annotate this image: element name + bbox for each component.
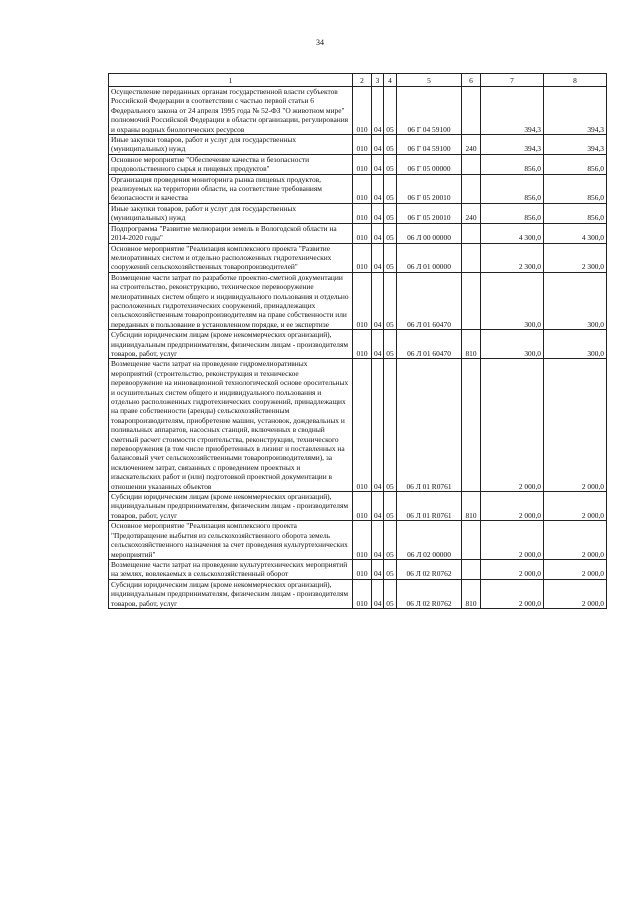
amount-col8-cell: 2 000,0 xyxy=(544,359,607,492)
subsection-code-cell: 05 xyxy=(384,359,397,492)
ministry-code-cell: 010 xyxy=(353,223,372,243)
section-code-cell: 04 xyxy=(372,243,384,272)
expense-type-cell xyxy=(462,154,481,174)
row-name-cell: Субсидии юридическим лицам (кроме некоммерческих организаций), индивидуальным предпринимателям, физическим лицам - производителям товаров, работ, услуг xyxy=(109,579,353,608)
target-article-cell: 06 Л 00 00000 xyxy=(397,223,462,243)
table-row xyxy=(109,559,607,579)
section-code-cell: 04 xyxy=(372,174,384,203)
subsection-code-cell: 05 xyxy=(384,135,397,155)
row-name-cell: Иные закупки товаров, работ и услуг для государственных (муниципальных) нужд xyxy=(109,203,353,223)
table-row xyxy=(109,359,607,492)
section-code-cell: 04 xyxy=(372,579,384,608)
target-article-cell: 06 Л 01 R0761 xyxy=(397,492,462,521)
amount-col8-cell: 856,0 xyxy=(544,154,607,174)
row-name-cell: Иные закупки товаров, работ и услуг для государственных (муниципальных) нужд xyxy=(109,135,353,155)
expense-type-cell xyxy=(462,272,481,329)
amount-col8-cell: 2 000,0 xyxy=(544,492,607,521)
column-header: 2 xyxy=(353,74,372,87)
row-name-cell: Возмещение части затрат по разработке проектно-сметной документации на строительство, реконструкцию, техническое перевооружение мелиоративных систем общего и индивидуального пользования и отдельно расположенных гидротехнических сооружений, принадлежащих сельскохозяйственным товаропроизводителям на праве собственности или переданных в пользование в установленном порядке, и ее экспертизе xyxy=(109,272,353,329)
subsection-code-cell: 05 xyxy=(384,87,397,135)
table-row xyxy=(109,492,607,521)
amount-col7-cell: 856,0 xyxy=(481,174,544,203)
amount-col8-cell: 300,0 xyxy=(544,272,607,329)
column-header: 7 xyxy=(481,74,544,87)
amount-col7-cell: 2 000,0 xyxy=(481,359,544,492)
subsection-code-cell: 05 xyxy=(384,174,397,203)
ministry-code-cell: 010 xyxy=(353,135,372,155)
amount-col7-cell: 4 300,0 xyxy=(481,223,544,243)
row-name-cell: Основное мероприятие "Реализация комплексного проекта "Развитие мелиоративных систем и отдельно расположенных гидротехнических сооружений сельскохозяйственных товаропроизводителей" xyxy=(109,243,353,272)
section-code-cell: 04 xyxy=(372,559,384,579)
section-code-cell: 04 xyxy=(372,359,384,492)
expense-type-cell: 240 xyxy=(462,135,481,155)
row-name-cell: Возмещение части затрат на проведение гидромелиоративных мероприятий (строительство, реконструкция и техническое перевооружение на инновационной технологической основе оросительных и осушительных систем общего и индивидуального пользования и отдельно расположенных гидротехнических сооружений, принадлежащих на праве собственности (аренды) сельскохозяйственным товаропроизводителям, приобретение машин, установок, дождевальных и поливальных аппаратов, насосных станций, включенных в сводный сметный расчет стоимости строительства, реконструкции, технического перевооружения (в том числе приобретенных в лизинг и поставленных на балансовый учет сельскохозяйственными товаропроизводителями), за исключением затрат, связанных с проведением проектных и изыскательских работ и (или) подготовкой проектной документации в отношении указанных объектов xyxy=(109,359,353,492)
target-article-cell: 06 Л 01 00000 xyxy=(397,243,462,272)
expense-type-cell xyxy=(462,359,481,492)
target-article-cell: 06 Л 02 R0762 xyxy=(397,559,462,579)
subsection-code-cell: 05 xyxy=(384,330,397,359)
page-number: 34 xyxy=(316,38,324,47)
section-code-cell: 04 xyxy=(372,492,384,521)
section-code-cell: 04 xyxy=(372,87,384,135)
table-body xyxy=(109,87,607,609)
ministry-code-cell: 010 xyxy=(353,579,372,608)
row-name-cell: Осуществление переданных органам государственной власти субъектов Российской Федерации в соответствии с частью первой статьи 6 Федерального закона от 24 апреля 1995 года № 52-ФЗ "О животном мире" полномочий Российской Федерации в области организации, регулирования и охраны водных биологических ресурсов xyxy=(109,87,353,135)
subsection-code-cell: 05 xyxy=(384,559,397,579)
target-article-cell: 06 Г 05 20010 xyxy=(397,174,462,203)
column-header: 1 xyxy=(109,74,353,87)
expense-type-cell: 810 xyxy=(462,330,481,359)
ministry-code-cell: 010 xyxy=(353,492,372,521)
amount-col7-cell: 394,3 xyxy=(481,135,544,155)
budget-table xyxy=(108,73,607,609)
table-row xyxy=(109,174,607,203)
expense-type-cell: 240 xyxy=(462,203,481,223)
table-row xyxy=(109,154,607,174)
ministry-code-cell: 010 xyxy=(353,154,372,174)
row-name-cell: Основное мероприятие "Реализация комплексного проекта "Предотвращение выбытия из сельскохозяйственного оборота земель сельскохозяйственного назначения за счет проведения культуртехнических мероприятий" xyxy=(109,521,353,560)
subsection-code-cell: 05 xyxy=(384,203,397,223)
row-name-cell: Субсидии юридическим лицам (кроме некоммерческих организаций), индивидуальным предпринимателям, физическим лицам - производителям товаров, работ, услуг xyxy=(109,330,353,359)
target-article-cell: 06 Г 05 00000 xyxy=(397,154,462,174)
section-code-cell: 04 xyxy=(372,203,384,223)
target-article-cell: 06 Г 04 59100 xyxy=(397,135,462,155)
target-article-cell: 06 Г 05 20010 xyxy=(397,203,462,223)
table-row xyxy=(109,135,607,155)
amount-col8-cell: 394,3 xyxy=(544,87,607,135)
amount-col7-cell: 394,3 xyxy=(481,87,544,135)
table-row xyxy=(109,203,607,223)
expense-type-cell xyxy=(462,174,481,203)
target-article-cell: 06 Л 01 60470 xyxy=(397,330,462,359)
subsection-code-cell: 05 xyxy=(384,154,397,174)
row-name-cell: Возмещение части затрат на проведение культуртехнических мероприятий на землях, вовлекаемых в сельскохозяйственный оборот xyxy=(109,559,353,579)
column-header: 4 xyxy=(384,74,397,87)
subsection-code-cell: 05 xyxy=(384,272,397,329)
ministry-code-cell: 010 xyxy=(353,243,372,272)
amount-col8-cell: 4 300,0 xyxy=(544,223,607,243)
row-name-cell: Подпрограмма "Развитие мелиорации земель в Вологодской области на 2014-2020 годы" xyxy=(109,223,353,243)
table-row xyxy=(109,330,607,359)
column-header: 6 xyxy=(462,74,481,87)
expense-type-cell xyxy=(462,521,481,560)
amount-col8-cell: 394,3 xyxy=(544,135,607,155)
section-code-cell: 04 xyxy=(372,272,384,329)
ministry-code-cell: 010 xyxy=(353,330,372,359)
amount-col8-cell: 856,0 xyxy=(544,174,607,203)
table-row xyxy=(109,579,607,608)
table-row xyxy=(109,272,607,329)
ministry-code-cell: 010 xyxy=(353,559,372,579)
subsection-code-cell: 05 xyxy=(384,223,397,243)
ministry-code-cell: 010 xyxy=(353,521,372,560)
target-article-cell: 06 Л 01 60470 xyxy=(397,272,462,329)
expense-type-cell xyxy=(462,243,481,272)
ministry-code-cell: 010 xyxy=(353,359,372,492)
row-name-cell: Основное мероприятие "Обеспечение качества и безопасности продовольственного сырья и пищевых продуктов" xyxy=(109,154,353,174)
expense-type-cell xyxy=(462,87,481,135)
amount-col8-cell: 2 000,0 xyxy=(544,579,607,608)
amount-col8-cell: 2 300,0 xyxy=(544,243,607,272)
column-header: 3 xyxy=(372,74,384,87)
section-code-cell: 04 xyxy=(372,521,384,560)
target-article-cell: 06 Л 01 R0761 xyxy=(397,359,462,492)
amount-col7-cell: 2 300,0 xyxy=(481,243,544,272)
ministry-code-cell: 010 xyxy=(353,87,372,135)
subsection-code-cell: 05 xyxy=(384,579,397,608)
amount-col8-cell: 2 000,0 xyxy=(544,559,607,579)
ministry-code-cell: 010 xyxy=(353,203,372,223)
expense-type-cell: 810 xyxy=(462,492,481,521)
subsection-code-cell: 05 xyxy=(384,243,397,272)
amount-col7-cell: 856,0 xyxy=(481,154,544,174)
expense-type-cell xyxy=(462,559,481,579)
amount-col7-cell: 2 000,0 xyxy=(481,579,544,608)
target-article-cell: 06 Г 04 59100 xyxy=(397,87,462,135)
amount-col8-cell: 856,0 xyxy=(544,203,607,223)
table-header-row xyxy=(109,74,607,87)
target-article-cell: 06 Л 02 R0762 xyxy=(397,579,462,608)
subsection-code-cell: 05 xyxy=(384,521,397,560)
table-row xyxy=(109,243,607,272)
expense-type-cell: 810 xyxy=(462,579,481,608)
amount-col7-cell: 2 000,0 xyxy=(481,559,544,579)
row-name-cell: Субсидии юридическим лицам (кроме некоммерческих организаций), индивидуальным предпринимателям, физическим лицам - производителям товаров, работ, услуг xyxy=(109,492,353,521)
amount-col8-cell: 2 000,0 xyxy=(544,521,607,560)
section-code-cell: 04 xyxy=(372,154,384,174)
target-article-cell: 06 Л 02 00000 xyxy=(397,521,462,560)
section-code-cell: 04 xyxy=(372,135,384,155)
table-row xyxy=(109,87,607,135)
amount-col7-cell: 2 000,0 xyxy=(481,521,544,560)
ministry-code-cell: 010 xyxy=(353,272,372,329)
section-code-cell: 04 xyxy=(372,330,384,359)
amount-col7-cell: 856,0 xyxy=(481,203,544,223)
expense-type-cell xyxy=(462,223,481,243)
amount-col8-cell: 300,0 xyxy=(544,330,607,359)
row-name-cell: Организация проведения мониторинга рынка пищевых продуктов, реализуемых на территории области, на соответствие требованиям безопасности и качества xyxy=(109,174,353,203)
table-row xyxy=(109,521,607,560)
ministry-code-cell: 010 xyxy=(353,174,372,203)
amount-col7-cell: 300,0 xyxy=(481,330,544,359)
section-code-cell: 04 xyxy=(372,223,384,243)
amount-col7-cell: 2 000,0 xyxy=(481,492,544,521)
subsection-code-cell: 05 xyxy=(384,492,397,521)
column-header: 8 xyxy=(544,74,607,87)
amount-col7-cell: 300,0 xyxy=(481,272,544,329)
table-row xyxy=(109,223,607,243)
column-header: 5 xyxy=(397,74,462,87)
